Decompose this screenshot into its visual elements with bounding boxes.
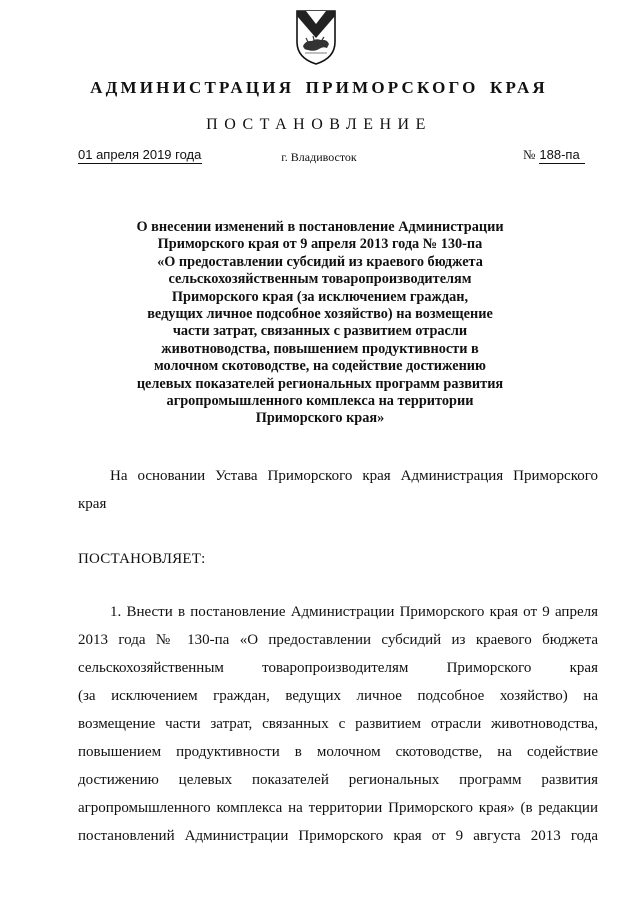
- item-1-paragraph: [78, 598, 598, 850]
- title-line: агропромышленного комплекса на территории: [166, 393, 474, 410]
- item-line: агропромышленного комплекса на территории Приморского края» (в редакции: [78, 800, 598, 816]
- title-line: части затрат, связанных с развитием отрасли: [172, 323, 468, 340]
- item-line: постановлений Администрации Приморского края от 9 августа 2013 года: [78, 828, 598, 844]
- title-line: Приморского края от 9 апреля 2013 года № 130-па: [157, 236, 483, 253]
- organization-name: АДМИНИСТРАЦИЯ ПРИМОРСКОГО КРАЯ: [90, 78, 548, 97]
- item-line: 2013 года № 130-па «О предоставлении субсидий из краевого бюджета: [78, 632, 598, 648]
- resolve-heading: ПОСТАНОВЛЯЕТ:: [78, 551, 206, 567]
- title-line: сельскохозяйственным товаропроизводителям: [168, 271, 472, 288]
- title-line: Приморского края»: [255, 410, 385, 427]
- document-date: 01 апреля 2019 года: [78, 147, 202, 162]
- item-line: достижению целевых показателей региональных программ развития: [78, 772, 598, 788]
- title-line: целевых показателей региональных программ развития: [136, 375, 504, 392]
- document-city: г. Владивосток: [281, 150, 357, 164]
- item-line: повышением продуктивности в молочном скотоводстве, на содействие: [78, 744, 598, 760]
- document-number: 188-па: [539, 147, 585, 164]
- basis-paragraph: [78, 462, 598, 518]
- document-title: [108, 219, 532, 428]
- item-line: возмещение части затрат, связанных с развитием отрасли животноводства,: [78, 716, 598, 732]
- document-type: ПОСТАНОВЛЕНИЕ: [206, 116, 432, 133]
- basis-line: На основании Устава Приморского края Администрация Приморского: [110, 468, 598, 484]
- basis-line: края: [78, 496, 107, 512]
- title-line: Приморского края (за исключением граждан,: [171, 288, 469, 305]
- item-line: 1. Внести в постановление Администрации Приморского края от 9 апреля: [110, 604, 598, 620]
- title-line: молочном скотоводстве, на содействие достижению: [154, 358, 486, 375]
- item-line: сельскохозяйственным товаропроизводителям Приморского края: [78, 660, 598, 676]
- title-line: О внесении изменений в постановление Администрации: [136, 219, 504, 235]
- title-line: «О предоставлении субсидий из краевого бюджета: [157, 253, 483, 270]
- title-line: ведущих личное подсобное хозяйство) на возмещение: [147, 306, 493, 323]
- document-number-field: [523, 147, 593, 164]
- item-line: (за исключением граждан, ведущих личное подсобное хозяйство) на: [78, 688, 598, 704]
- title-line: животноводства, повышением продуктивности в: [161, 340, 479, 357]
- number-sign: №: [523, 147, 536, 162]
- coat-of-arms-icon: [294, 8, 338, 66]
